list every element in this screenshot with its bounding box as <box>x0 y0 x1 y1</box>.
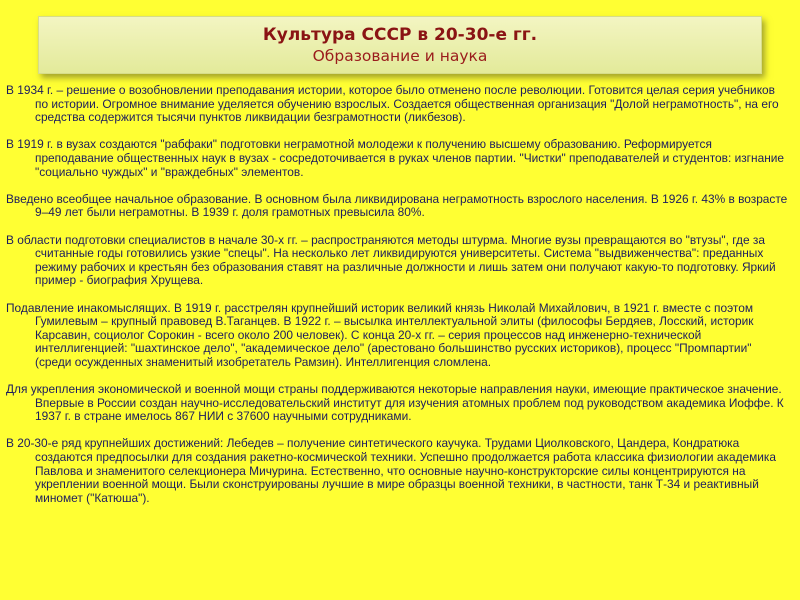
paragraph-science-support: Для укрепления экономической и военной мощи страны поддерживаются некоторые направления науки, имеющие практическое значение. Впервые в России создан научно-исследовательский институт для изучения атомных проблем под руководством академика Иоффе. К 1937 г. в стране имелось 867 НИИ с 37600 научными сотрудниками. <box>6 382 784 424</box>
paragraph-rabfaki: В 1919 г. в вузах создаются "рабфаки" подготовки неграмотной молодежи к получению высшему образованию. Реформируется преподавание общественных наук в вузах - сосредоточивается в руках членов партии. "Чистки" преподавателей и студентов: изгнание "социально чуждых" и "враждебных" элементов. <box>6 137 785 179</box>
slide-subtitle: Образование и наука <box>312 47 488 65</box>
paragraph-achievements: В 20-30-е ряд крупнейших достижений: Лебедев – получение синтетического каучука. Трудами Циолковского, Цандера, Кондратюка создаются предпосылки для создания ракетно-космической техники. Успешно продолжается работа классика физиологии академика Павлова и знаменитого селекционера Мичурина. Естественно, что основные научно-конструкторские силы концентрируются на укреплении военной мощи. Были сконструированы лучшие в мире образцы военной техники, в частности, танк Т-34 и реактивный миномет ("Катюша"). <box>6 436 777 505</box>
slide-title: Культура СССР в 20-30-е гг. <box>262 25 538 45</box>
paragraph-primary-education: Введено всеобщее начальное образование. В основном была ликвидирована неграмотность взрослого населения. В 1926 г. 43% в возрасте 9–49 лет были неграмотны. В 1939 г. доля грамотных превысила 80%. <box>6 191 788 220</box>
paragraph-history-teaching: В 1934 г. – решение о возобновлении преподавания истории, которое было отменено после революции. Готовится целая серия учебников по истории. Огромное внимание уделяется обучению взрослых. Создается общественная организация "Долой неграмотность", на его средства содержится тысячи пунктов ликвидации безграмотности (ликбезов). <box>6 83 779 125</box>
slide-body <box>6 84 790 505</box>
paragraph-dissent-suppression: Подавление инакомыслящих. В 1919 г. расстрелян крупнейший историк великий князь Николай Михайлович, в 1921 г. вместе с поэтом Гумилевым – крупный правовед В.Таганцев. В 1922 г. – высылка интеллектуальной элиты (философы Бердяев, Лосский, историк Карсавин, социолог Сорокин - всего около 200 человек). С конца 20-х гг. – серия процессов над инженерно-технической интеллигенцией: "шахтинское дело", "академическое дело" (арестовано большинство русских историков), процесс "Промпартии" (среди осужденных знаменитый изобретатель Рамзин). Интеллигенция сломлена. <box>6 300 754 369</box>
paragraph-specialists: В области подготовки специалистов в начале 30-х гг. – распространяются методы штурма. Многие вузы превращаются во "втузы", где за считанные годы готовились узкие "спецы". На несколько лет ликвидируются университеты. Система "выдвиженчества": преданных режиму рабочих и крестьян без образования ставят на различные должности и лишь затем они получают какую-то подготовку. Яркий пример - биография Хрущева. <box>6 232 776 288</box>
title-box <box>38 16 762 74</box>
